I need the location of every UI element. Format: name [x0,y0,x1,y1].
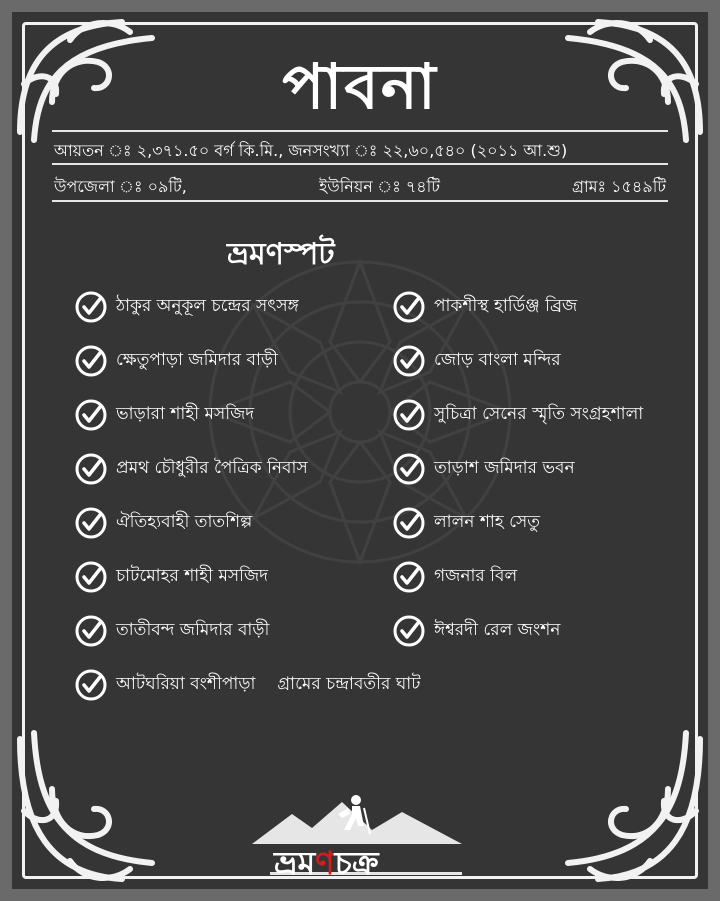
spot-item [392,344,561,378]
logo-text-part1: ভ্রম [274,844,316,882]
spot-label: ঈশ্বরদী রেল জংশন [434,620,561,640]
check-circle-icon [392,560,426,594]
spot-row [74,506,678,560]
check-circle-icon [74,506,108,540]
spot-label: ক্ষেতুপাড়া জমিদার বাড়ী [116,350,278,370]
spot-item [392,506,540,540]
spot-label: লালন শাহ সেতু [434,512,541,532]
info-divider-top [52,130,668,132]
spot-item [74,290,299,324]
spot-label: আটঘরিয়া বংশীপাড়া [116,674,256,694]
spot-label: সুচিত্রা সেনের স্মৃতি সংগ্রহশালা [434,404,644,424]
spot-item [74,398,254,432]
spot-row [74,452,678,506]
check-circle-icon [392,452,426,486]
spot-label: গজনার বিল [434,566,518,586]
page-title: পাবনা [282,50,438,123]
check-circle-icon [74,452,108,486]
village-count: গ্রামঃ ১৫৪৯টি [572,177,666,196]
check-circle-icon [392,290,426,324]
spot-label: তাড়াশ জমিদার ভবন [434,458,575,478]
spot-item [74,614,269,648]
check-circle-icon [74,398,108,432]
check-circle-icon [392,506,426,540]
spot-item [392,560,517,594]
spot-item [74,344,278,378]
check-circle-icon [392,398,426,432]
check-circle-icon [74,614,108,648]
admin-counts-row [54,174,666,201]
check-circle-icon [74,560,108,594]
spot-row [74,668,678,722]
tourist-spot-list [74,290,678,722]
section-title: ভ্রমণস্পট [227,237,335,272]
check-circle-icon [392,614,426,648]
check-circle-icon [74,290,108,324]
logo-text-accent: ণ [315,844,335,882]
check-circle-icon [392,344,426,378]
spot-item [392,398,643,432]
spot-label: ভাড়ারা শাহী মসজিদ [116,404,255,424]
spot-item [392,614,560,648]
spot-row [74,344,678,398]
area-population-text: আয়তন ঃ ২,৩৭১.৫০ বর্গ কি.মি., জনসংখ্যা ঃ ২২,৬০,৫৪০ (২০১১ আ.শু) [54,141,568,160]
spot-label: চাটমোহর শাহী মসজিদ [116,566,269,586]
info-divider-bottom [52,200,668,202]
spot-item [74,452,308,486]
spot-label: জোড় বাংলা মন্দির [434,350,561,370]
spot-label: ঠাকুর অনুকূল চন্দ্রের সৎসঙ্গ [116,296,299,316]
spot-row [74,560,678,614]
spot-item [392,452,575,486]
logo-text [274,838,379,889]
spot-label: প্রমথ চৌধুরীর পৈত্রিক নিবাস [116,458,308,478]
hiker-mountain-icon [252,794,462,844]
spot-row [74,398,678,452]
spot-label: তাতীবন্দ জমিদার বাড়ী [116,620,270,640]
spot-item [74,560,268,594]
spot-label: ঐতিহ্যবাহী তাতশিল্প [116,512,253,532]
poster [12,12,708,889]
spot-item [74,668,420,702]
spot-label: গ্রামের চন্দ্রাবতীর ঘাট [277,674,421,694]
upazila-count: উপজেলা ঃ ০৯টি, [54,177,187,196]
spot-row [74,614,678,668]
info-divider-middle [52,163,668,165]
logo-text-part2: চক্র [334,844,379,882]
spot-row [74,290,678,344]
union-count: ইউনিয়ন ঃ ৭৪টি [318,177,440,196]
spot-item [392,290,577,324]
spot-label: পাকশীস্থ হার্ডিঞ্জ ব্রিজ [434,296,578,316]
check-circle-icon [74,668,108,702]
spot-item [74,506,252,540]
check-circle-icon [74,344,108,378]
